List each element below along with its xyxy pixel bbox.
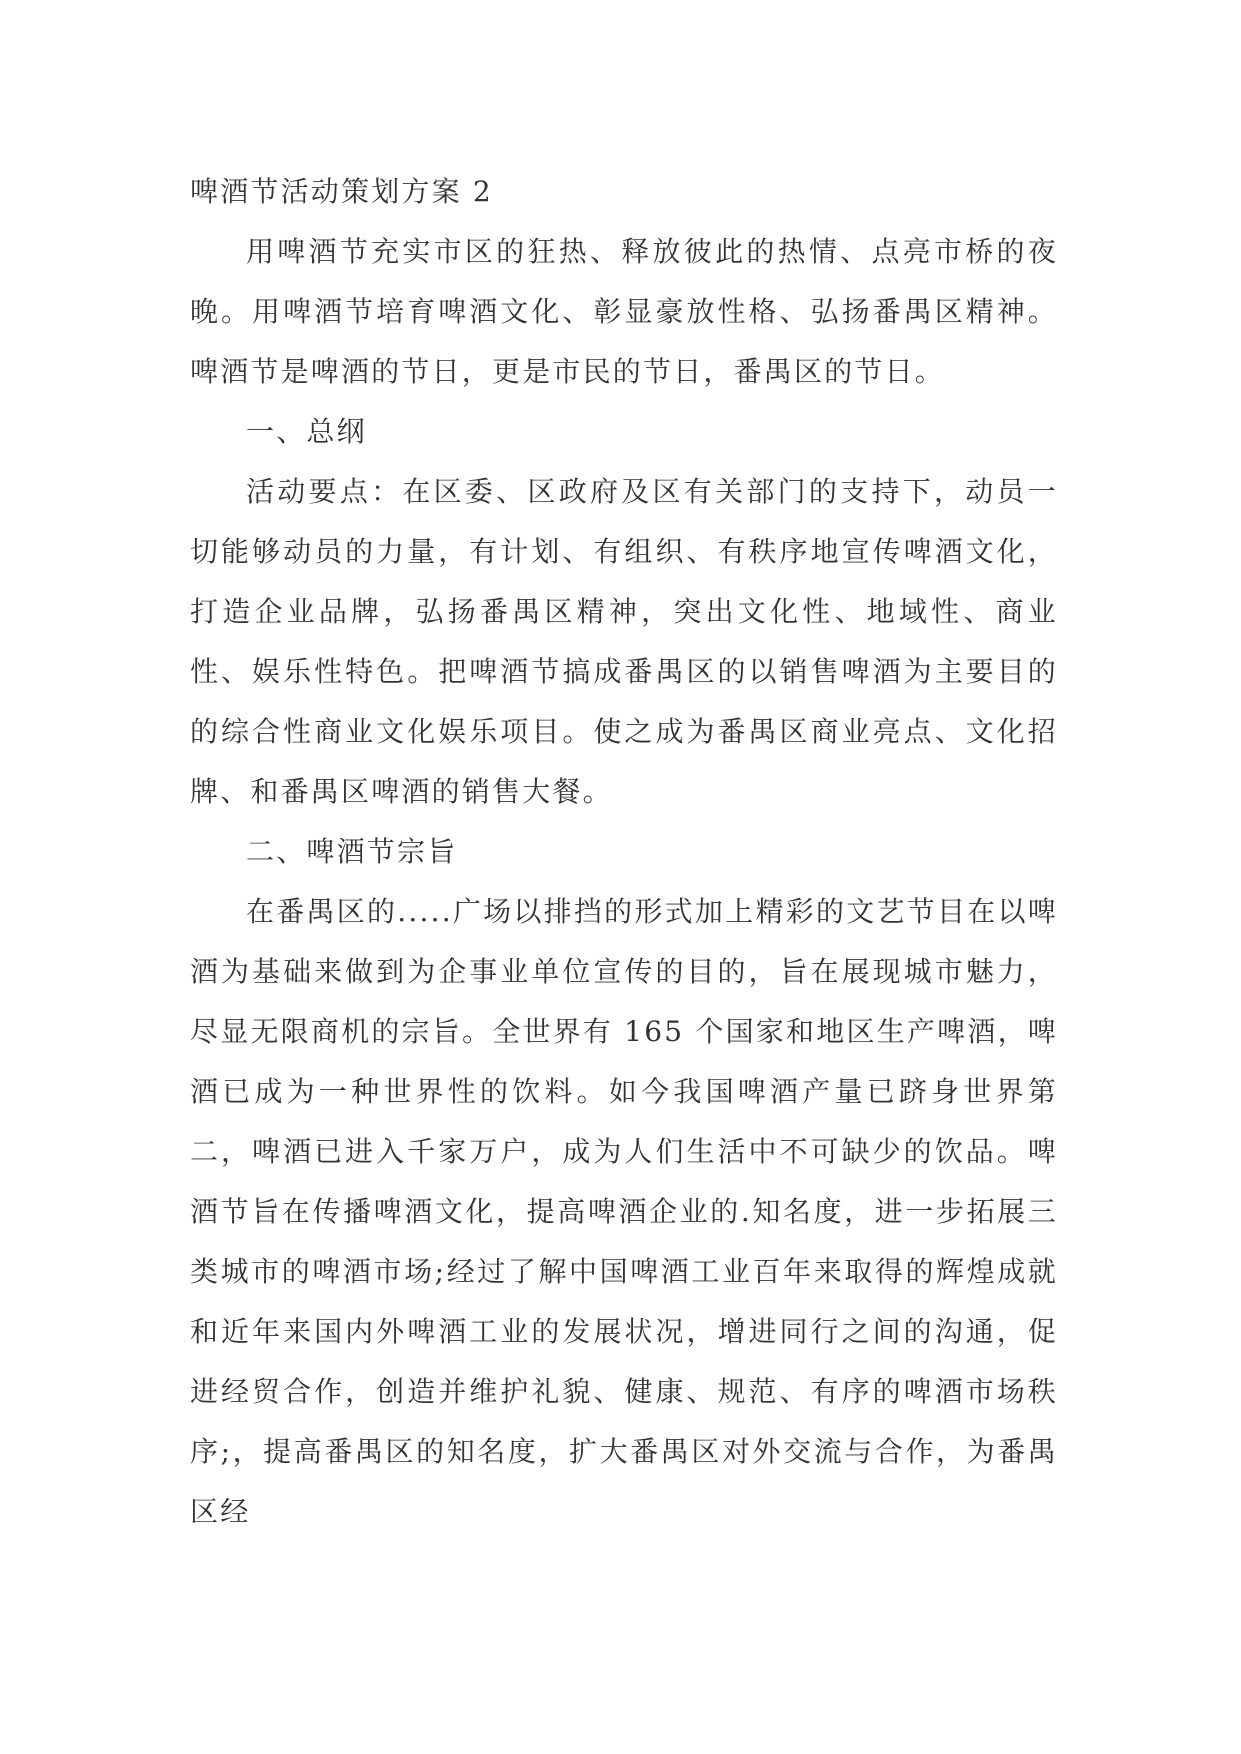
- purpose-paragraph: 在番禺区的.....广场以排挡的形式加上精彩的文艺节目在以啤酒为基础来做到为企事业单位宣传的目的，旨在展现城市魅力，尽显无限商机的宗旨。全世界有 165 个国家和地区生产啤酒，啤酒已成为一种世界性的饮料。如今我国啤酒产量已跻身世界第二，啤酒已进入千家万户，成为人们生活中不可缺少的饮品。啤酒节旨在传播啤酒文化，提高啤酒企业的.知名度，进一步拓展三类城市的啤酒市场;经过了解中国啤酒工业百年来取得的辉煌成就和近年来国内外啤酒工业的发展状况，增进同行之间的沟通，促进经贸合作，创造并维护礼貌、健康、规范、有序的啤酒市场秩序;，提高番禺区的知名度，扩大番禺区对外交流与合作，为番禺区经: [190, 895, 1058, 1528]
- document-title: 啤酒节活动策划方案 2: [190, 175, 493, 208]
- intro-paragraph: 用啤酒节充实市区的狂热、释放彼此的热情、点亮市桥的夜晚。用啤酒节培育啤酒文化、彰显豪放性格、弘扬番禺区精神。啤酒节是啤酒的节日，更是市民的节日，番禺区的节日。: [190, 235, 1058, 388]
- document-page: [190, 162, 1058, 1542]
- section-heading-purpose: 二、啤酒节宗旨: [246, 835, 458, 868]
- section-heading-general: 一、总纲: [246, 415, 367, 448]
- activity-points-paragraph: 活动要点：在区委、区政府及区有关部门的支持下，动员一切能够动员的力量，有计划、有组织、有秩序地宣传啤酒文化，打造企业品牌，弘扬番禺区精神，突出文化性、地域性、商业性、娱乐性特色。把啤酒节搞成番禺区的以销售啤酒为主要目的的综合性商业文化娱乐项目。使之成为番禺区商业亮点、文化招牌、和番禺区啤酒的销售大餐。: [190, 475, 1058, 808]
